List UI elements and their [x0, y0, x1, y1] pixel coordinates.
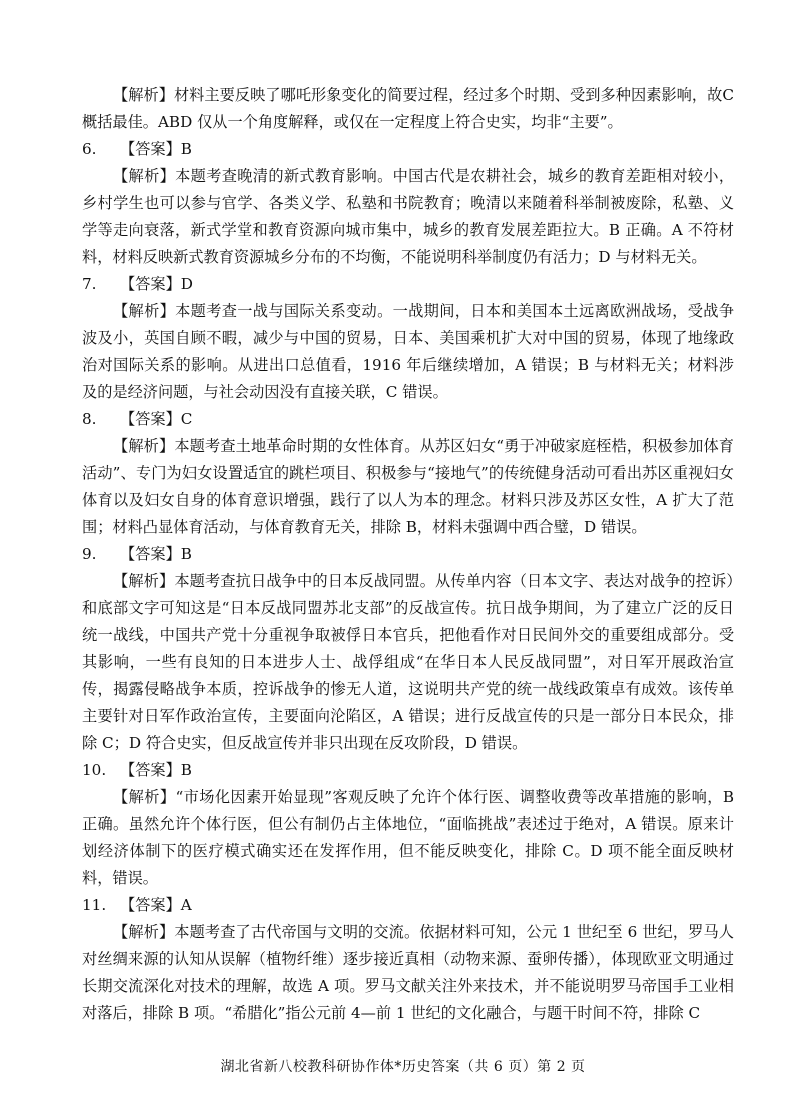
answer-text: 【答案】B	[120, 761, 192, 779]
question-number: 10.	[82, 761, 107, 779]
answer-q8	[82, 406, 192, 433]
analysis-q8: 【解析】本题考查土地革命时期的女性体育。从苏区妇女“勇于冲破家庭桎梏，积极参加体育活动”、专门为妇女设置适宜的跳栏项目、积极参与“接地气”的传统健身活动可看出苏区重视妇女体育以及妇女自身的体育意识增强，践行了以人为本的理念。材料只涉及苏区女性，A 扩大了范围；材料凸显体育活动，与体育教育无关，排除 B，材料未强调中西合璧，D 错误。	[82, 437, 734, 536]
page-footer: 湖北省新八校教科研协作体*历史答案（共 6 页）第 2 页	[220, 1059, 586, 1075]
analysis-q9: 【解析】本题考查抗日战争中的日本反战同盟。从传单内容（日本文字、表达对战争的控诉）和底部文字可知这是“日本反战同盟苏北支部”的反战宣传。抗日战争期间，为了建立广泛的反日统一战线，中国共产党十分重视争取被俘日本官兵，把他看作对日民间外交的重要组成部分。受其影响，一些有良知的日本进步人士、战俘组成“在华日本人民反战同盟”，对日军开展政治宣传，揭露侵略战争本质，控诉战争的惨无人道，这说明共产党的统一战线政策卓有成效。该传单主要针对日军作政治宣传，主要面向沦陷区，A 错误；进行反战宣传的只是一部分日本民众，排除 C；D 符合史实，但反战宣传并非只出现在反攻阶段，D 错误。	[82, 572, 734, 752]
answer-q10	[82, 757, 192, 784]
answer-q7	[82, 271, 193, 298]
analysis-q5: 【解析】材料主要反映了哪吒形象变化的简要过程，经过多个时期、受到多种因素影响，故C 概括最佳。ABD 仅从一个角度解释，或仅在一定程度上符合史实，均非“主要”。	[82, 86, 734, 131]
answer-text: 【答案】B	[120, 140, 192, 158]
answer-text: 【答案】C	[120, 410, 193, 428]
answer-q9	[82, 541, 192, 568]
question-number: 7.	[82, 275, 97, 293]
question-number: 9.	[82, 545, 97, 563]
analysis-q7: 【解析】本题考查一战与国际关系变动。一战期间，日本和美国本土远离欧洲战场，受战争波及小，英国自顾不暇，减少与中国的贸易，日本、美国乘机扩大对中国的贸易，体现了地缘政治对国际关系的影响。从进出口总值看，1916 年后继续增加，A 错误；B 与材料无关；材料涉及的是经济问题，与社会动因没有直接关联，C 错误。	[82, 302, 734, 401]
answer-text: 【答案】B	[120, 545, 192, 563]
answer-text: 【答案】D	[120, 275, 193, 293]
answer-text: 【答案】A	[120, 896, 192, 914]
answer-q6	[82, 136, 192, 163]
question-number: 8.	[82, 410, 97, 428]
question-number: 6.	[82, 140, 97, 158]
question-number: 11.	[82, 896, 107, 914]
analysis-q10: 【解析】“市场化因素开始显现”客观反映了允许个体行医、调整收费等改革措施的影响，B 正确。虽然允许个体行医，但公有制仍占主体地位，“面临挑战”表述过于绝对，A 错误。原来计划经济体制下的医疗模式确实还在发挥作用，但不能反映变化，排除 C。D 项不能全面反映材料，错误。	[82, 788, 734, 887]
answer-q11	[82, 892, 192, 919]
analysis-q11: 【解析】本题考查了古代帝国与文明的交流。依据材料可知，公元 1 世纪至 6 世纪，罗马人对丝绸来源的认知从误解（植物纤维）逐步接近真相（动物来源、蚕卵传播），体现欧亚文明通过长期交流深化对技术的理解，故选 A 项。罗马文献关注外来技术，并不能说明罗马帝国手工业相对落后，排除 B 项。“希腊化”指公元前 4—前 1 世纪的文化融合，与题干时间不符，排除 C	[82, 923, 734, 1022]
analysis-q6: 【解析】本题考查晚清的新式教育影响。中国古代是农耕社会，城乡的教育差距相对较小，乡村学生也可以参与官学、各类义学、私塾和书院教育；晚清以来随着科举制被废除，私塾、义学等走向衰落，新式学堂和教育资源向城市集中，城乡的教育发展差距拉大。B 正确。A 不符材料，材料反映新式教育资源城乡分布的不均衡，不能说明科举制度仍有活力；D 与材料无关。	[82, 167, 734, 266]
